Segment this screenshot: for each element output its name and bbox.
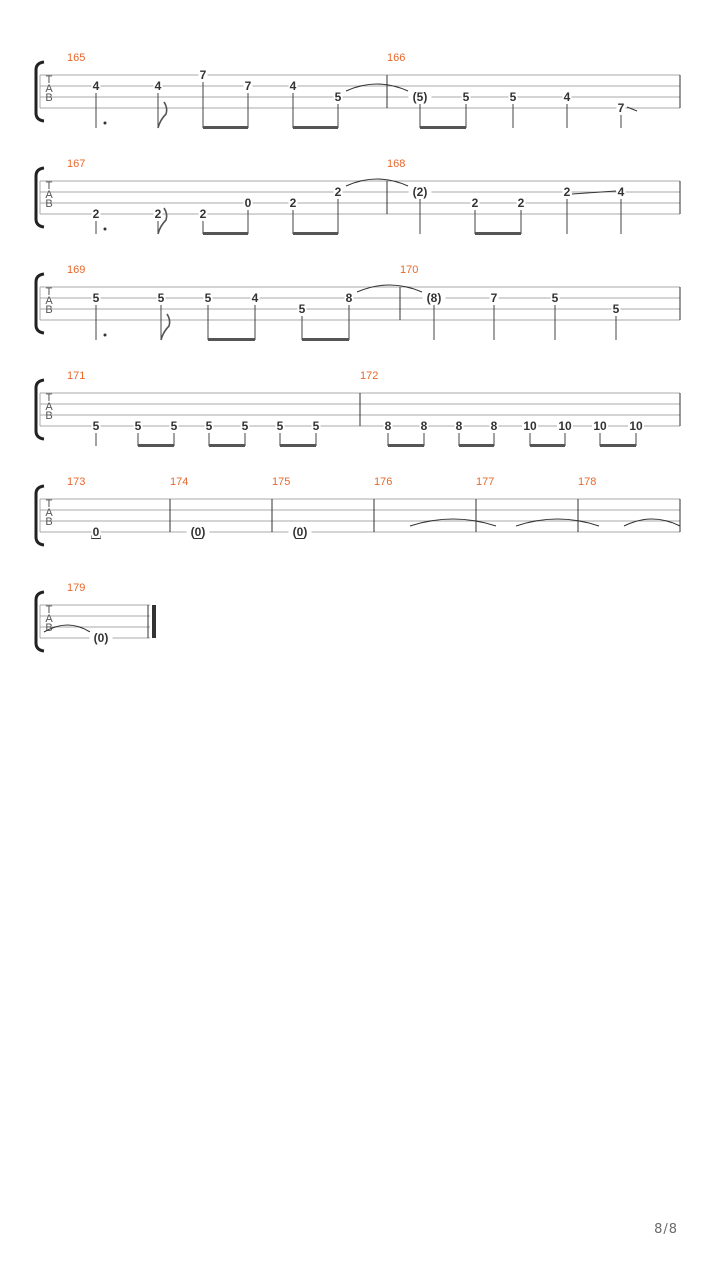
- note-beam: [293, 232, 338, 235]
- fret-number: 5: [205, 419, 213, 433]
- measure-number: 174: [170, 476, 189, 488]
- fret-number: 2: [334, 185, 342, 199]
- tab-clef-letter: T: [45, 286, 53, 298]
- measure-number: 178: [578, 476, 597, 488]
- fret-number: 5: [312, 419, 320, 433]
- measure-number: 170: [400, 264, 419, 276]
- measure-number: 179: [67, 582, 86, 594]
- fret-number: 5: [134, 419, 142, 433]
- tie-arc: [624, 519, 680, 526]
- fret-number: 10: [629, 419, 643, 433]
- fret-number: 2: [517, 196, 525, 210]
- note-beam: [600, 444, 636, 447]
- tab-clef-letter: T: [45, 498, 53, 510]
- fret-number: 8: [420, 419, 428, 433]
- tab-clef-letter: A: [45, 613, 53, 625]
- fret-number: (2): [412, 185, 428, 199]
- measure-number: 169: [67, 264, 86, 276]
- fret-number: 8: [455, 419, 463, 433]
- fret-number: 4: [289, 79, 297, 93]
- tab-clef-letter: A: [45, 83, 53, 95]
- fret-number: 10: [593, 419, 607, 433]
- tab-clef-letter: B: [45, 198, 53, 210]
- tie-arc: [410, 519, 496, 526]
- fret-number: 5: [334, 90, 342, 104]
- measure-number: 168: [387, 158, 406, 170]
- fret-number: 8: [384, 419, 392, 433]
- note-beam: [203, 126, 248, 129]
- measure-number: 172: [360, 370, 379, 382]
- fret-number: 10: [523, 419, 537, 433]
- fret-number: 2: [154, 207, 162, 221]
- tab-clef-letter: B: [45, 92, 53, 104]
- tab-clef-letter: A: [45, 189, 53, 201]
- fret-number: 5: [92, 291, 100, 305]
- tab-clef-letter: T: [45, 604, 53, 616]
- measure-number: 175: [272, 476, 291, 488]
- measure-number: 167: [67, 158, 86, 170]
- fret-number: 0: [92, 525, 100, 539]
- note-beam: [459, 444, 494, 447]
- fret-number: 5: [612, 302, 620, 316]
- note-beam: [420, 126, 466, 129]
- measure-number: 165: [67, 52, 86, 64]
- fret-number: 2: [471, 196, 479, 210]
- fret-number: 2: [563, 185, 571, 199]
- measure-number: 176: [374, 476, 393, 488]
- fret-number: 7: [244, 79, 252, 93]
- note-flag: [161, 314, 170, 340]
- tab-clef-letter: B: [45, 410, 53, 422]
- fret-number: 7: [199, 68, 207, 82]
- fret-number: 7: [490, 291, 498, 305]
- tab-clef-letter: A: [45, 295, 53, 307]
- rhythm-dot: [104, 334, 107, 337]
- note-flag: [158, 102, 167, 128]
- fret-number: 2: [199, 207, 207, 221]
- tab-clef-letter: T: [45, 392, 53, 404]
- tab-clef-letter: B: [45, 516, 53, 528]
- tab-clef-letter: T: [45, 74, 53, 86]
- fret-number: 5: [170, 419, 178, 433]
- measure-number: 177: [476, 476, 495, 488]
- measure-number: 166: [387, 52, 406, 64]
- fret-number: 5: [204, 291, 212, 305]
- fret-number: 8: [490, 419, 498, 433]
- fret-number: 4: [154, 79, 162, 93]
- fret-number: 5: [157, 291, 165, 305]
- fret-number: (8): [426, 291, 442, 305]
- note-beam: [530, 444, 565, 447]
- note-beam: [138, 444, 174, 447]
- rhythm-dot: [104, 122, 107, 125]
- fret-number: 2: [92, 207, 100, 221]
- tab-clef-letter: A: [45, 507, 53, 519]
- fret-number: 5: [241, 419, 249, 433]
- fret-number: 7: [617, 101, 625, 115]
- fret-number: 8: [345, 291, 353, 305]
- note-beam: [388, 444, 424, 447]
- fret-number: (5): [412, 90, 428, 104]
- tab-clef-letter: A: [45, 401, 53, 413]
- note-beam: [209, 444, 245, 447]
- tie-arc: [346, 179, 408, 186]
- fret-number: (0): [93, 631, 109, 645]
- note-beam: [302, 338, 349, 341]
- tab-clef-letter: T: [45, 180, 53, 192]
- fret-number: (0): [190, 525, 206, 539]
- fret-number: 4: [563, 90, 571, 104]
- rhythm-dot: [104, 228, 107, 231]
- fret-number: 4: [92, 79, 100, 93]
- fret-number: 5: [462, 90, 470, 104]
- note-beam: [280, 444, 316, 447]
- fret-number: 5: [298, 302, 306, 316]
- tie-arc: [357, 285, 422, 292]
- note-beam: [203, 232, 248, 235]
- fret-number: 5: [92, 419, 100, 433]
- tab-clef-letter: B: [45, 304, 53, 316]
- note-beam: [208, 338, 255, 341]
- measure-number: 171: [67, 370, 86, 382]
- fret-number: 5: [509, 90, 517, 104]
- fret-number: 10: [558, 419, 572, 433]
- fret-number: 5: [276, 419, 284, 433]
- tie-arc: [346, 84, 408, 91]
- fret-number: 0: [244, 196, 252, 210]
- fret-number: 5: [551, 291, 559, 305]
- fret-number: 4: [617, 185, 625, 199]
- measure-number: 173: [67, 476, 86, 488]
- page-number: 8/8: [654, 1222, 678, 1237]
- fret-number: 2: [289, 196, 297, 210]
- note-beam: [293, 126, 338, 129]
- tie-arc: [516, 519, 599, 526]
- note-beam: [475, 232, 521, 235]
- fret-number: (0): [292, 525, 308, 539]
- tab-clef-letter: B: [45, 622, 53, 634]
- fret-number: 4: [251, 291, 259, 305]
